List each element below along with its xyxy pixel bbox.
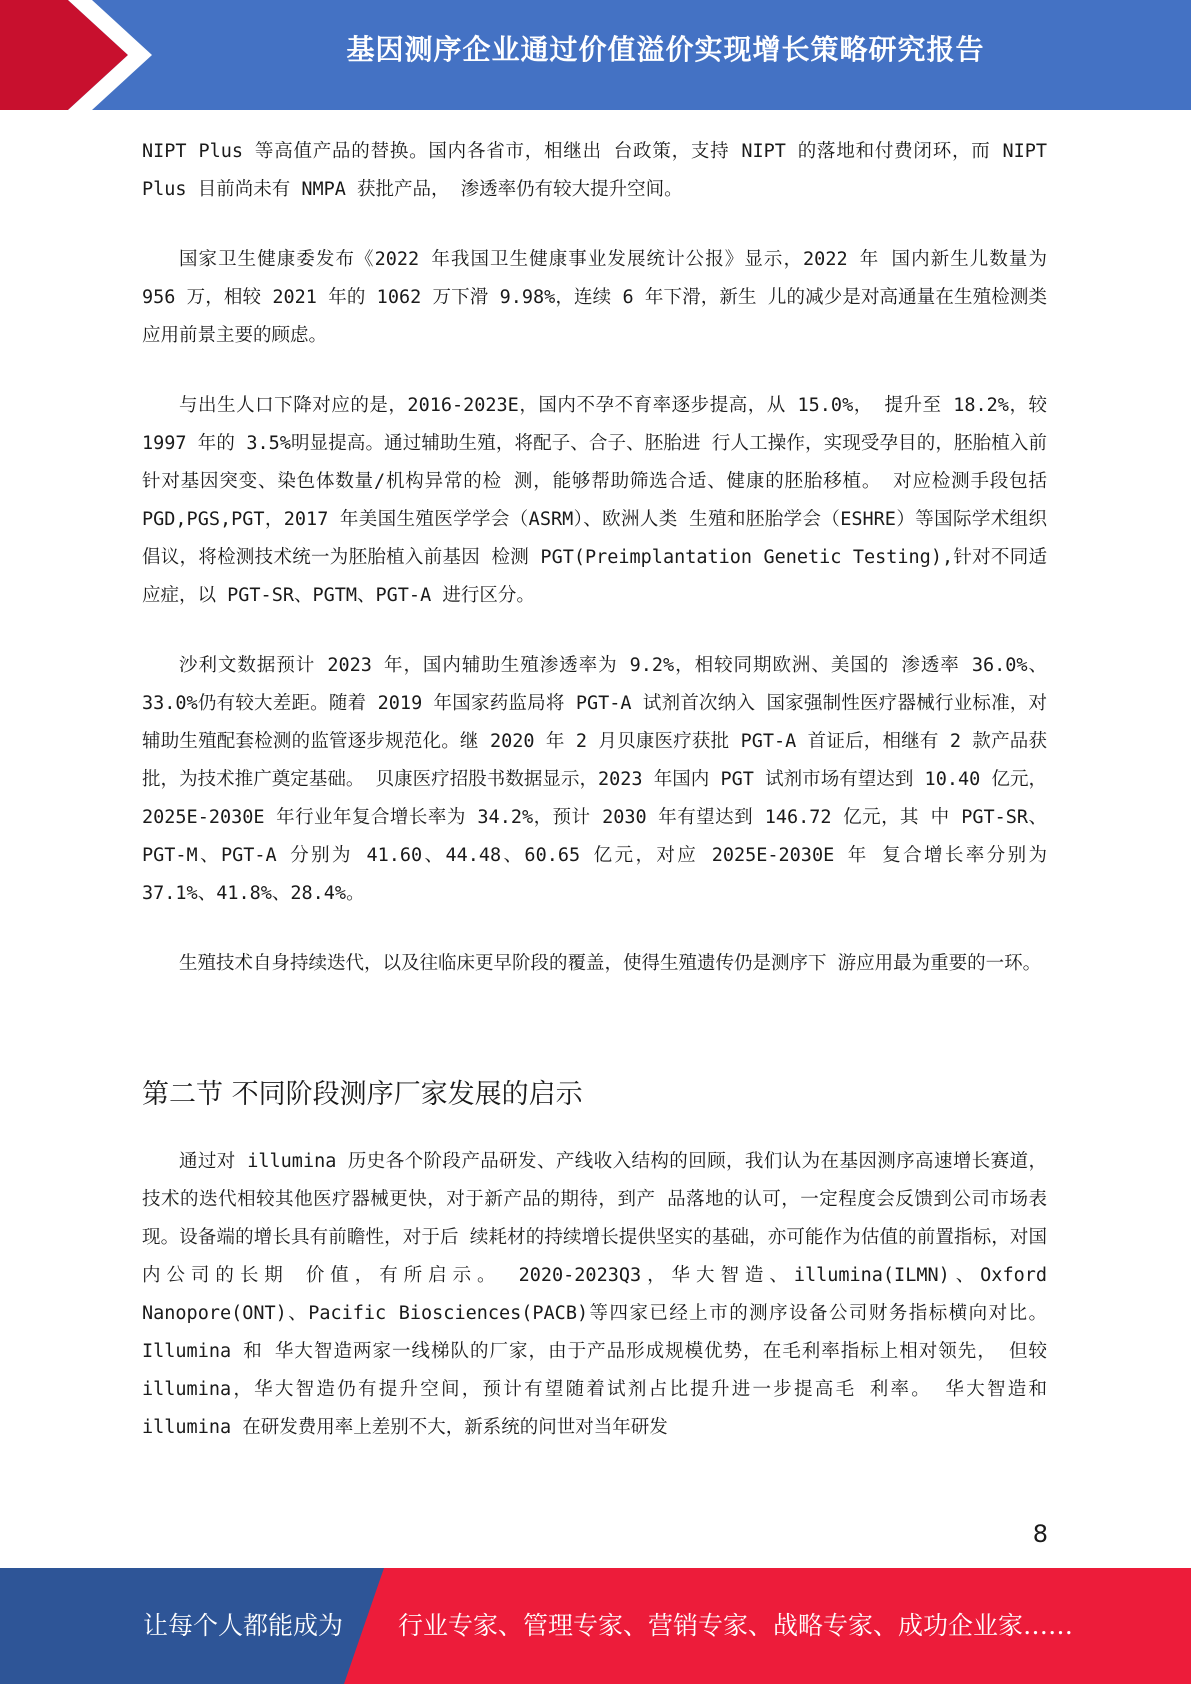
paragraph-assisted-reproduction-market: 沙利文数据预计 2023 年，国内辅助生殖渗透率为 9.2%，相较同期欧洲、美国的 渗透率 36.0%、33.0%仍有较大差距。随着 2019 年国家药监局将 PGT-A 试剂首次纳入 国家强制性医疗器械行业标准，对辅助生殖配套检测的监管逐步规范化。继 2020 年 2 月贝康医疗获批 PGT-A 首证后，相继有 2 款产品获批，为技术推广奠定基础。 贝康医疗招股书数据显示，2023 年国内 PGT 试剂市场有望达到 10.40 亿元， 2025E-2030E 年行业年复合增长率为 34.2%，预计 2030 年有望达到 146.72 亿元，其 中 PGT-SR、PGT-M、PGT-A 分别为 41.60、44.48、60.65 亿元，对应 2025E-2030E 年 复合增长率分别为 37.1%、41.8%、28.4%。 (142, 655, 1047, 904)
footer-slogan-right: 行业专家、管理专家、营销专家、战略专家、成功企业家…… (398, 1611, 1074, 1640)
paragraph-infertility-pgt: 与出生人口下降对应的是，2016-2023E，国内不孕不育率逐步提高，从 15.0%， 提升至 18.2%，较 1997 年的 3.5%明显提高。通过辅助生殖，将配子、合子、胚胎进 行人工操作，实现受孕目的，胚胎植入前针对基因突变、染色体数量/机构异常的检 测，能够帮助筛选合适、健康的胚胎移植。 对应检测手段包括 PGD,PGS,PGT，2017 年美国生殖医学学会（ASRM）、欧洲人类 生殖和胚胎学会（ESHRE）等国际学术组织倡议，将检测技术统一为胚胎植入前基因 检测 PGT(Preimplantation Genetic Testing),针对不同适应症，以 PGT-SR、PGTM、PGT-A 进行区分。 (142, 395, 1047, 606)
paragraph-newborn-statistics: 国家卫生健康委发布《2022 年我国卫生健康事业发展统计公报》显示，2022 年 国内新生儿数量为 956 万，相较 2021 年的 1062 万下滑 9.98%，连续 6 年下滑，新生 儿的减少是对高通量在生殖检测类应用前景主要的顾虑。 (142, 249, 1047, 346)
paragraph-sequencer-comparison: 通过对 illumina 历史各个阶段产品研发、产线收入结构的回顾，我们认为在基因测序高速增长赛道，技术的迭代相较其他医疗器械更快，对于新产品的期待，到产 品落地的认可，一定程度会反馈到公司市场表现。设备端的增长具有前瞻性，对于后 续耗材的持续增长提供坚实的基础，亦可能作为估值的前置指标，对国内公司的长期 价值，有所启示。 2020-2023Q3，华大智造、illumina(ILMN)、Oxford Nanopore(ONT)、Pacific Biosciences(PACB)等四家已经上市的测序设备公司财务指标横向对比。Illumina 和 华大智造两家一线梯队的厂家，由于产品形成规模优势，在毛利率指标上相对领先， 但较 illumina，华大智造仍有提升空间，预计有望随着试剂占比提升进一步提高毛 利率。 华大智造和 illumina 在研发费用率上差别不大，新系统的问世对当年研发 (142, 1151, 1047, 1438)
footer-slogan-left: 让每个人都能成为 (143, 1611, 344, 1640)
paragraph-nipt-plus: NIPT Plus 等高值产品的替换。国内各省市，相继出 台政策，支持 NIPT 的落地和付费闭环，而 NIPT Plus 目前尚未有 NMPA 获批产品， 渗透率仍有较大提升空间。 (142, 141, 1047, 200)
main-content (142, 133, 1047, 1479)
report-title: 基因测序企业通过价值溢价实现增长策略研究报告 (346, 33, 985, 66)
paragraph-reproductive-genetics-summary: 生殖技术自身持续迭代，以及往临床更早阶段的覆盖，使得生殖遗传仍是测序下 游应用最为重要的一环。 (179, 953, 1042, 974)
page-number: 8 (1032, 1520, 1048, 1548)
section-heading: 第二节 不同阶段测序厂家发展的启示 (142, 1079, 583, 1110)
